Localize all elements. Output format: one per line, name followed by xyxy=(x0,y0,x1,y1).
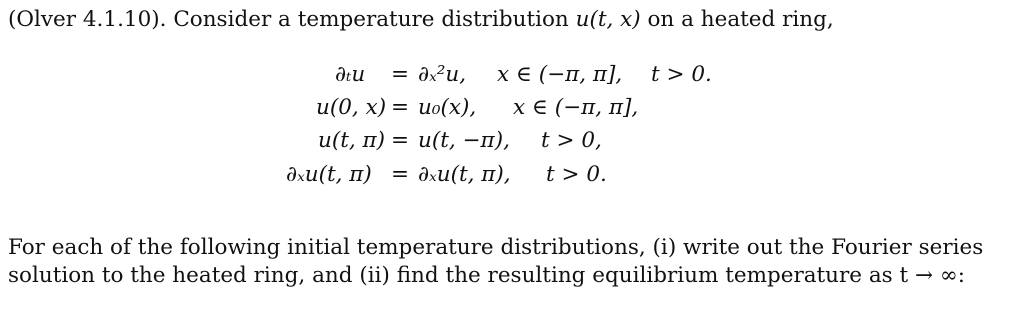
equation-condition-2: t > 0. xyxy=(651,62,712,87)
equation-relation: = xyxy=(391,128,410,153)
intro-prefix: (Olver 4.1.10). Consider a temperature distribution xyxy=(8,7,576,32)
problem-instructions xyxy=(8,234,1010,290)
equation-lhs: ∂ₓu(t, π) xyxy=(286,162,372,187)
equation-condition: x ∈ (−π, π], xyxy=(497,62,623,87)
instructions-line-1: For each of the following initial temperature distributions, (i) write out the Fourier series xyxy=(8,235,984,260)
equation-lhs: ∂ₜu xyxy=(335,62,366,87)
equation-rhs: ∂ₓu(t, π), xyxy=(418,162,511,187)
instructions-line-2: solution to the heated ring, and (ii) find the resulting equilibrium temperature as t → ∞: xyxy=(8,263,966,288)
intro-function: u(t, x) xyxy=(575,7,641,32)
equation-condition: t > 0, xyxy=(541,128,602,153)
equation-rhs: ∂ₓ²u, xyxy=(418,62,467,87)
problem-intro xyxy=(8,6,834,34)
equation-lhs: u(0, x) xyxy=(316,95,387,120)
equation-relation: = xyxy=(391,162,410,187)
equation-relation: = xyxy=(391,95,410,120)
equation-lhs: u(t, π) xyxy=(318,128,386,153)
equation-rhs: u₀(x), xyxy=(418,95,477,120)
equation-rhs: u(t, −π), xyxy=(418,128,510,153)
equation-condition: x ∈ (−π, π], xyxy=(513,95,639,120)
equation-condition: t > 0. xyxy=(546,162,607,187)
equation-relation: = xyxy=(391,62,410,87)
intro-suffix: on a heated ring, xyxy=(640,7,834,32)
